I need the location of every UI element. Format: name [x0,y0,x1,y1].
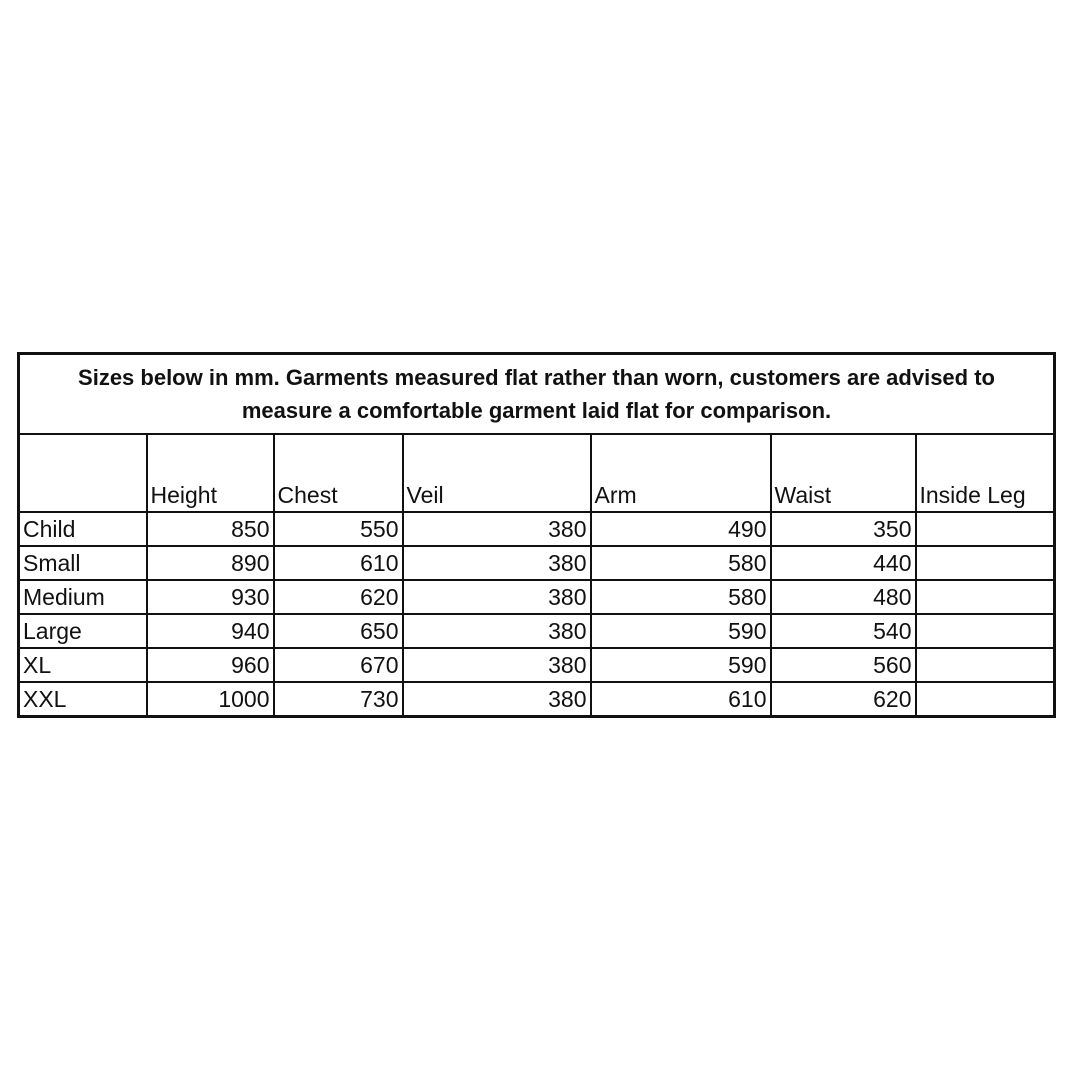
table-cell: 890 [147,546,274,580]
table-cell: 380 [403,648,591,682]
table-cell: 380 [403,580,591,614]
table-cell: 610 [274,546,403,580]
table-cell: 930 [147,580,274,614]
row-label: XXL [19,682,147,717]
table-cell: 650 [274,614,403,648]
table-cell [916,614,1055,648]
table-cell [916,546,1055,580]
column-header-arm: Arm [591,434,771,512]
table-cell: 960 [147,648,274,682]
column-header-blank [19,434,147,512]
table-cell: 480 [771,580,916,614]
table-cell: 580 [591,546,771,580]
table-cell: 350 [771,512,916,546]
table-cell: 590 [591,648,771,682]
table-cell: 590 [591,614,771,648]
table-cell: 380 [403,614,591,648]
table-cell [916,580,1055,614]
table-title: Sizes below in mm. Garments measured flat rather than worn, customers are advised to measure a comfortable garment laid flat for comparison. [19,354,1055,435]
column-header-inside-leg: Inside Leg [916,434,1055,512]
row-label: Small [19,546,147,580]
table-cell: 610 [591,682,771,717]
table-cell: 560 [771,648,916,682]
table-cell: 850 [147,512,274,546]
table-cell: 380 [403,546,591,580]
table-cell: 940 [147,614,274,648]
table-row [19,682,1055,717]
table-cell: 730 [274,682,403,717]
row-label: XL [19,648,147,682]
table-cell [916,512,1055,546]
table-cell: 1000 [147,682,274,717]
table-row [19,580,1055,614]
table-row [19,648,1055,682]
row-label: Medium [19,580,147,614]
table-cell [916,682,1055,717]
table-cell: 540 [771,614,916,648]
table-cell: 620 [274,580,403,614]
table-cell: 490 [591,512,771,546]
table-cell [916,648,1055,682]
table-cell: 380 [403,682,591,717]
column-header-chest: Chest [274,434,403,512]
table-row [19,546,1055,580]
table-cell: 380 [403,512,591,546]
table-row [19,614,1055,648]
table-cell: 620 [771,682,916,717]
size-chart-table [17,352,1056,718]
row-label: Large [19,614,147,648]
column-header-waist: Waist [771,434,916,512]
table-cell: 550 [274,512,403,546]
column-header-veil: Veil [403,434,591,512]
table-cell: 580 [591,580,771,614]
table-row [19,512,1055,546]
header-row [19,434,1055,512]
column-header-height: Height [147,434,274,512]
table-cell: 670 [274,648,403,682]
title-row [19,354,1055,435]
table-cell: 440 [771,546,916,580]
row-label: Child [19,512,147,546]
